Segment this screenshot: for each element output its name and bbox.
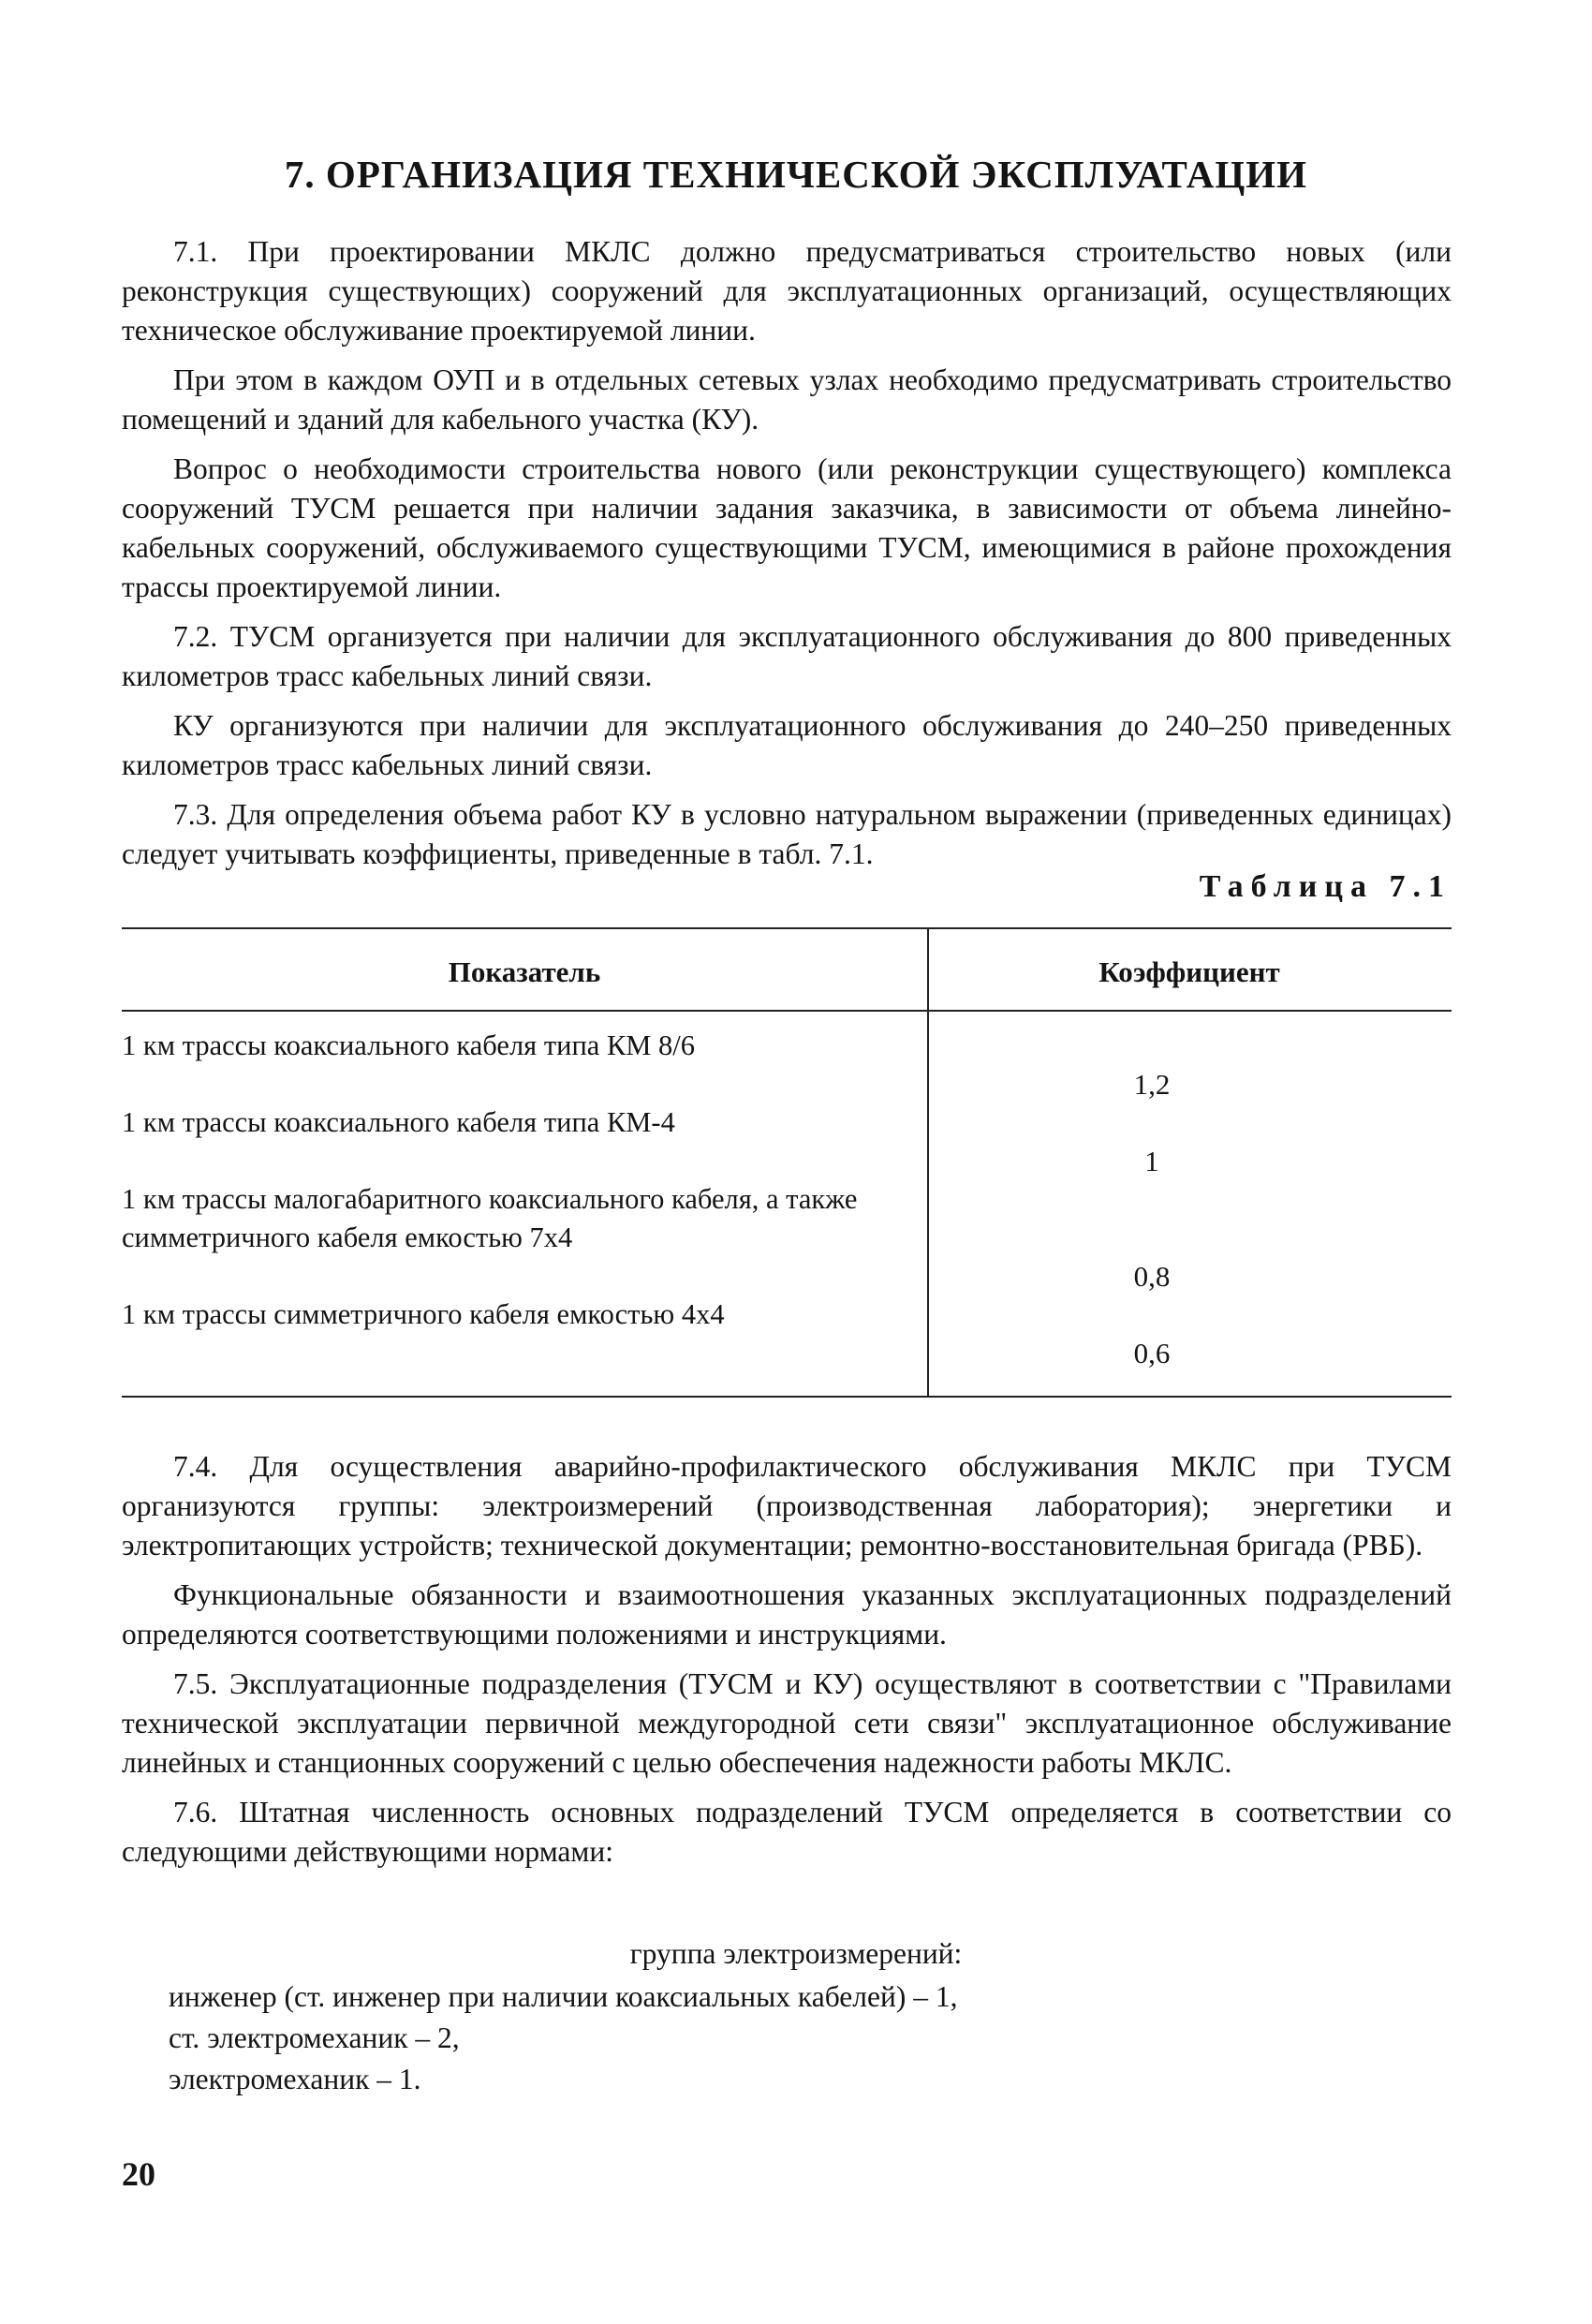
staff-item: ст. электромеханик – 2, bbox=[169, 2021, 460, 2054]
staff-item: электромеханик – 1. bbox=[169, 2063, 421, 2095]
table-row-label: 1 км трассы симметричного кабеля емкостью 4х4 bbox=[122, 1298, 725, 1330]
paragraph: КУ организуются при наличии для эксплуатационного обслуживания до 240–250 приведенных километров трасс кабельных линий связи. bbox=[122, 709, 1452, 781]
table-row-label: 1 км трассы малогабаритного коаксиального кабеля, а также симметричного кабеля емкостью 7х4 bbox=[122, 1183, 858, 1253]
paragraph: 7.6. Штатная численность основных подразделений ТУСМ определяется в соответствии со следующими действующими нормами: bbox=[122, 1796, 1452, 1868]
paragraph: Вопрос о необходимости строительства нового (или реконструкции существующего) комплекса сооружений ТУСМ решается при наличии задания заказчика, в зависимости от объема линейно-кабельных сооружений, обслуживаемого существующими ТУСМ, имеющимися в районе прохождения трассы проектируемой линии. bbox=[122, 452, 1452, 603]
group-heading: группа электроизмерений: bbox=[629, 1937, 963, 1970]
paragraph: 7.2. ТУСМ организуется при наличии для эксплуатационного обслуживания до 800 приведенных километров трасс кабельных линий связи. bbox=[122, 620, 1452, 692]
paragraph: Функциональные обязанности и взаимоотношения указанных эксплуатационных подразделений определяются соответствующими положениями и инструкциями. bbox=[122, 1578, 1452, 1650]
lower-text-block bbox=[122, 1447, 1452, 1882]
paragraph: 7.4. Для осуществления аварийно-профилактического обслуживания МКЛС при ТУСМ организуются группы: электроизмерений (производственная лаборатория); энергетики и электропитающих устройств; технической документации; ремонтно-восстановительная бригада (РВБ). bbox=[122, 1450, 1452, 1562]
page-number: 20 bbox=[122, 2155, 155, 2193]
staff-item: инженер (ст. инженер при наличии коаксиальных кабелей) – 1, bbox=[169, 1980, 958, 2013]
table-header-coefficient: Коэффициент bbox=[1098, 955, 1280, 988]
table-header-rule bbox=[122, 1010, 1452, 1012]
table-row-value: 1,2 bbox=[1133, 1068, 1171, 1101]
table-row-value: 0,8 bbox=[1133, 1260, 1171, 1293]
paragraph: 7.3. Для определения объема работ КУ в условно натуральном выражении (приведенных единицах) следует учитывать коэффициенты, приведенные в табл. 7.1. bbox=[122, 798, 1452, 870]
table-row-value: 1 bbox=[1144, 1145, 1159, 1177]
table-column-divider bbox=[927, 927, 929, 1396]
upper-text-block bbox=[122, 232, 1452, 884]
table-bottom-rule bbox=[122, 1396, 1452, 1398]
section-title: 7. ОРГАНИЗАЦИЯ ТЕХНИЧЕСКОЙ ЭКСПЛУАТАЦИИ bbox=[284, 153, 1308, 196]
staff-list bbox=[169, 1976, 957, 2100]
paragraph: 7.1. При проектировании МКЛС должно предусматриваться строительство новых (или реконструкция существующих) сооружений для эксплуатационных организаций, осуществляющих техническое обслуживание проектируемой линии. bbox=[122, 235, 1452, 347]
table-row-label: 1 км трассы коаксиального кабеля типа КМ-4 bbox=[122, 1106, 675, 1138]
table-caption: Таблица 7.1 bbox=[1199, 869, 1452, 904]
paragraph: При этом в каждом ОУП и в отдельных сетевых узлах необходимо предусматривать строительство помещений и зданий для кабельного участка (КУ). bbox=[122, 363, 1452, 436]
table-top-rule bbox=[122, 927, 1452, 929]
paragraph: 7.5. Эксплуатационные подразделения (ТУСМ и КУ) осуществляют в соответствии с "Правилами технической эксплуатации первичной междугородной сети связи" эксплуатационное обслуживание линейных и станционных сооружений с целью обеспечения надежности работы МКЛС. bbox=[122, 1667, 1452, 1779]
table-header-indicator: Показатель bbox=[448, 955, 601, 988]
table-row-label: 1 км трассы коаксиального кабеля типа КМ 8/6 bbox=[122, 1029, 696, 1061]
table-row-value: 0,6 bbox=[1133, 1337, 1171, 1369]
